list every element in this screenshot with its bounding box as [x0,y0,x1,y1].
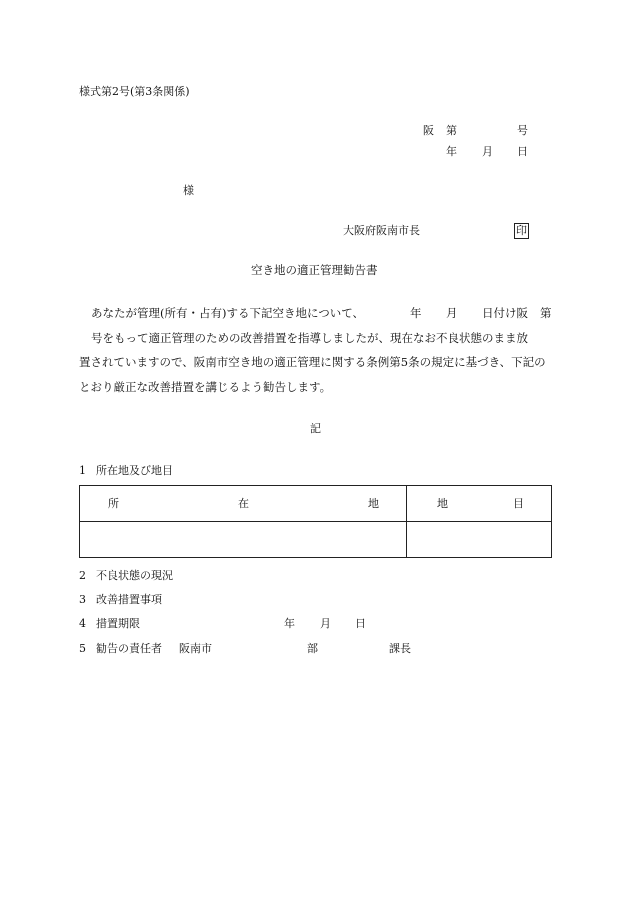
ki-heading: 記 [310,422,321,435]
location-table [79,485,552,558]
item-4-day: 日 [355,617,366,630]
reference-day: 日 [517,145,528,158]
reference-month: 月 [482,145,493,158]
addressee-honorific: 様 [183,184,194,197]
category-header-char-2: 目 [513,497,524,510]
item-4-number: 4 [79,617,86,630]
location-header-char-3: 地 [368,497,379,510]
category-header-cell [407,486,552,522]
body-line-1-dated: 日付け阪 [482,306,528,320]
reference-dai: 第 [446,124,457,137]
seal-mark [514,223,529,239]
item-5-label: 勧告の責任者 [96,642,162,655]
body-line-1-dai: 第 [540,306,552,320]
document-title: 空き地の適正管理勧告書 [251,263,378,277]
item-2-label: 不良状態の現況 [96,569,173,582]
body-line-4: とおり厳正な改善措置を講じるよう勧告します。 [79,379,332,394]
table-header-row [80,486,552,522]
location-header-cell [80,486,407,522]
item-3-label: 改善措置事項 [96,593,162,606]
form-number: 様式第2号(第3条関係) [79,85,190,98]
item-5-number: 5 [79,642,86,655]
item-4-year: 年 [284,617,295,630]
reference-year: 年 [446,145,457,158]
category-header-char-1: 地 [437,497,448,510]
location-header-char-1: 所 [108,497,119,510]
item-1-number: 1 [79,464,86,477]
item-1-label: 所在地及び地目 [96,464,173,477]
item-4-month: 月 [320,617,331,630]
body-line-1-start: あなたが管理(所有・占有)する下記空き地について、 [91,306,365,320]
item-5-dept: 部 [307,642,318,655]
reference-city-prefix: 阪 [423,124,434,137]
body-line-1-month: 月 [446,306,458,320]
issuer-name: 大阪府阪南市長 [343,224,420,237]
body-paragraph [79,301,554,399]
body-line-1 [79,301,554,326]
item-2-number: 2 [79,569,86,582]
table-row [80,522,552,558]
category-value-cell [407,522,552,558]
seal-text: 印 [516,224,527,237]
body-line-3: 置されていますので、阪南市空き地の適正管理に関する条例第5条の規定に基づき、下記の [79,355,546,369]
body-line-1-year: 年 [410,306,422,320]
item-3-number: 3 [79,593,86,606]
item-4-label: 措置期限 [96,617,140,630]
item-5-city: 阪南市 [179,642,212,655]
item-5-section: 課長 [389,642,411,655]
location-value-cell [80,522,407,558]
location-header-char-2: 在 [238,497,249,510]
reference-go: 号 [517,124,528,137]
body-line-2: 号をもって適正管理のための改善措置を指導しましたが、現在なお不良状態のまま放 [91,330,528,345]
